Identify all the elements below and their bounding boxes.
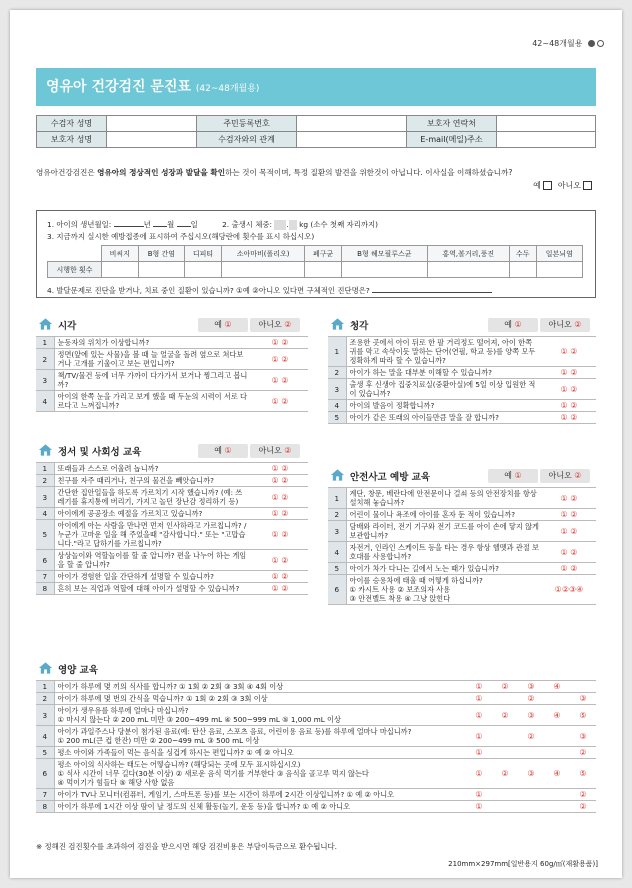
vaccine-count-cell[interactable] bbox=[427, 262, 509, 278]
yes-column-label: 예 ① bbox=[488, 318, 538, 332]
answer-choices[interactable]: ① ② bbox=[252, 349, 308, 370]
answer-choice[interactable]: ④ bbox=[544, 759, 570, 789]
question-text: 아이가 하루에 1시간 이상 땀이 날 정도의 신체 활동(놀기, 운동 등)을 합니까? ① 예 ② 아니오 bbox=[54, 801, 466, 813]
vaccine-header: 일본뇌염 bbox=[536, 246, 582, 262]
answer-choice[interactable]: ① bbox=[466, 801, 492, 813]
question-row bbox=[328, 367, 596, 379]
filled-dot-icon bbox=[588, 40, 595, 47]
question-text: 아이가 하루에 몇 번의 간식을 먹습니까? ① 1회 ② 2회 ③ 3회 이상 bbox=[54, 693, 466, 705]
house-icon bbox=[330, 468, 345, 482]
question-text: 담배와 라이터, 전기 기구와 전기 코드를 아이 손에 닿지 않게 보관합니까? bbox=[346, 521, 542, 542]
question-text: 상상놀이와 역할놀이를 할 줄 압니까? 편을 나누어 하는 게임을 할 줄 압니까? bbox=[54, 550, 252, 571]
history-box bbox=[36, 210, 596, 298]
answer-choices[interactable]: ① ② bbox=[252, 571, 308, 583]
answer-choices[interactable]: ① ② bbox=[252, 583, 308, 595]
question-text: 간단한 집안일들을 하도록 가르치기 시작 했습니까? (예: 쓰레기를 휴지통에 버리기, 가지고 놀던 장난감 정리하기 등) bbox=[54, 487, 252, 508]
question-number: 8 bbox=[36, 583, 54, 595]
answer-choices[interactable]: ① ② bbox=[542, 488, 596, 509]
no-mark: ② bbox=[574, 320, 582, 329]
question-row bbox=[328, 542, 596, 563]
question-text: 평소 아이의 식사하는 태도는 어떻습니까? (해당되는 곳에 모두 표시하십시오) ① 식사 시간이 너무 길다(30분 이상) ② 새로운 음식 먹기를 거부한다 ③ 음식을 골고루 먹지 않는다 ④ 먹이기가 힘들다 ⑤ 해당 사항 없음 bbox=[54, 759, 466, 789]
answer-choice[interactable]: ② bbox=[518, 726, 544, 747]
question-row bbox=[328, 412, 596, 424]
vaccine-count-cell[interactable] bbox=[509, 262, 536, 278]
vision-table bbox=[36, 336, 308, 412]
answer-choices[interactable]: ① ② bbox=[252, 475, 308, 487]
question-number: 4 bbox=[328, 400, 346, 412]
question-row bbox=[36, 370, 308, 391]
house-icon bbox=[38, 443, 53, 457]
answer-choice[interactable]: ① bbox=[466, 681, 492, 693]
question-row bbox=[328, 400, 596, 412]
house-icon bbox=[38, 317, 53, 331]
birth-weight-label: 2. 출생시 체중: bbox=[222, 220, 273, 229]
month-label: 월 bbox=[167, 220, 175, 229]
question-text: 아이가 생우유를 하루에 얼마나 마십니까? ① 마시지 않는다 ② 200 mL 미만 ③ 200~499 mL ④ 500~999 mL ⑤ 1,000 mL 이상 bbox=[54, 705, 466, 726]
safety-section bbox=[328, 465, 596, 605]
question-text: 친구를 자주 때리거나, 친구의 물건을 빼앗습니까? bbox=[54, 475, 252, 487]
question-row bbox=[36, 801, 596, 813]
yes-column-label: 예 ① bbox=[198, 444, 248, 458]
vaccine-count-cell[interactable] bbox=[341, 262, 427, 278]
question-number: 1 bbox=[36, 681, 54, 693]
answer-choice[interactable] bbox=[492, 747, 518, 759]
question-number: 7 bbox=[36, 571, 54, 583]
question-row bbox=[36, 705, 596, 726]
section-header bbox=[328, 314, 596, 336]
purpose-text-post: 하는 것이 목적이며, 특정 질환의 발견을 위한것이 아닙니다. 이사실을 이해하셨습니까? bbox=[225, 168, 513, 177]
yes-mark: ① bbox=[224, 446, 232, 455]
answer-choice[interactable] bbox=[492, 801, 518, 813]
vaccine-header: 소아마비(폴리오) bbox=[221, 246, 305, 262]
vaccine-header: B형 간염 bbox=[138, 246, 185, 262]
answer-choice[interactable]: ② bbox=[492, 759, 518, 789]
answer-empty bbox=[570, 681, 596, 693]
birthdate-label: 1. 아이의 생년월일: bbox=[47, 220, 112, 229]
question-number: 4 bbox=[36, 508, 54, 520]
purpose-text-pre: 영유아건강검진은 bbox=[36, 168, 98, 177]
section-header bbox=[36, 440, 308, 462]
info-table bbox=[36, 115, 596, 148]
answer-choice[interactable]: ② bbox=[570, 789, 596, 801]
question-number: 3 bbox=[328, 379, 346, 400]
answer-choice[interactable] bbox=[544, 789, 570, 801]
question-row bbox=[328, 488, 596, 509]
birth-weight-line: 1. 아이의 생년월일: 년 월 일 2. 출생시 체중: . kg (소수 첫째 자리까지) bbox=[47, 220, 378, 229]
no-column-label: 아니오 ② bbox=[540, 318, 590, 332]
no-column-label: 아니오 ② bbox=[540, 469, 590, 483]
development-question bbox=[47, 285, 587, 296]
question-row bbox=[36, 487, 308, 508]
vaccine-row-label: 시행한 횟수 bbox=[48, 262, 102, 278]
answer-choice[interactable]: ② bbox=[570, 801, 596, 813]
question-number: 7 bbox=[36, 789, 54, 801]
question-row bbox=[36, 726, 596, 747]
question-row bbox=[328, 337, 596, 367]
kg-label: kg (소수 첫째 자리까지) bbox=[299, 220, 378, 229]
question-number: 5 bbox=[328, 563, 346, 575]
vaccine-count-cell[interactable] bbox=[305, 262, 342, 278]
vaccine-count-cell[interactable] bbox=[185, 262, 222, 278]
page-title: 영유아 건강검진 문진표 bbox=[46, 79, 191, 95]
vaccine-table bbox=[47, 245, 583, 278]
answer-choice[interactable] bbox=[492, 726, 518, 747]
answer-choice[interactable] bbox=[544, 726, 570, 747]
question-text: 아이가 하루에 몇 끼의 식사를 합니까? ① 1회 ② 2회 ③ 3회 ④ 4회 이상 bbox=[54, 681, 466, 693]
question-text: 아이를 승용차에 태울 때 어떻게 하십니까? ① 카시트 사용 ② 보조의자 사용 ③ 안전벨트 착용 ④ 그냥 앉힌다 bbox=[346, 575, 542, 605]
yes-checkbox[interactable] bbox=[543, 181, 552, 190]
answer-choice[interactable]: ③ bbox=[570, 693, 596, 705]
answer-choice[interactable]: ⑤ bbox=[570, 705, 596, 726]
answer-choice[interactable]: ① bbox=[466, 789, 492, 801]
question-row bbox=[36, 475, 308, 487]
question-row bbox=[328, 575, 596, 605]
answer-choices[interactable]: ① ② bbox=[252, 370, 308, 391]
purpose-text-bold: 영유아의 정상적인 성장과 발달을 확인 bbox=[97, 168, 226, 177]
section-header bbox=[36, 314, 308, 336]
question-text: 아이의 한쪽 눈을 가리고 보게 했을 때 두눈의 시력이 서로 다르다고 느껴집니까? bbox=[54, 391, 252, 412]
house-icon bbox=[38, 661, 53, 675]
question-number: 1 bbox=[328, 488, 346, 509]
answer-choice[interactable]: ③ bbox=[518, 759, 544, 789]
answer-choices[interactable]: ① ② bbox=[542, 542, 596, 563]
answer-choice[interactable] bbox=[518, 789, 544, 801]
vaccine-count-cell[interactable] bbox=[138, 262, 185, 278]
title-banner bbox=[36, 68, 596, 106]
answer-choices[interactable]: ① ② bbox=[542, 379, 596, 400]
question-number: 2 bbox=[36, 693, 54, 705]
question-row bbox=[36, 520, 308, 550]
age-tag-text: 42~48개월용 bbox=[532, 39, 583, 48]
vaccine-count-cell[interactable] bbox=[102, 262, 139, 278]
age-tag bbox=[532, 38, 604, 49]
question-row bbox=[36, 463, 308, 475]
no-label: 아니오 bbox=[557, 181, 581, 190]
question-row bbox=[36, 747, 596, 759]
question-text: 아이가 TV나 모니터(컴퓨터, 게임기, 스마트폰 등)를 보는 시간이 하루에 2시간 이상입니까? ① 예 ② 아니오 bbox=[54, 789, 466, 801]
question-row bbox=[36, 583, 308, 595]
question-number: 2 bbox=[328, 367, 346, 379]
no-checkbox[interactable] bbox=[583, 181, 592, 190]
question-row bbox=[328, 379, 596, 400]
question-text: 정면(앞에 있는 사물)을 볼 때 늘 얼굴을 돌려 옆으로 쳐다보거나 고개를 기울이고 보는 편입니까? bbox=[54, 349, 252, 370]
no-mark: ② bbox=[284, 446, 292, 455]
question-number: 5 bbox=[36, 747, 54, 759]
yes-column-label: 예 ① bbox=[488, 469, 538, 483]
answer-choice[interactable]: ④ bbox=[544, 705, 570, 726]
questionnaire-page bbox=[10, 10, 622, 878]
answer-choice[interactable]: ③ bbox=[518, 705, 544, 726]
question-row bbox=[36, 759, 596, 789]
question-number: 3 bbox=[36, 487, 54, 508]
question-row bbox=[36, 681, 596, 693]
yes-column-label: 예 ① bbox=[198, 318, 248, 332]
question-row bbox=[328, 521, 596, 542]
answer-choice[interactable] bbox=[518, 801, 544, 813]
label-relationship: 수검자와의 관계 bbox=[197, 132, 297, 148]
page-subtitle: (42~48개월용) bbox=[195, 84, 260, 94]
question-text: 아이의 발음이 정확합니까? bbox=[346, 400, 542, 412]
relationship-field[interactable] bbox=[297, 132, 407, 148]
safety-table bbox=[328, 487, 596, 605]
answer-choices[interactable]: ① ② bbox=[252, 550, 308, 571]
section-title: 시각 bbox=[58, 321, 77, 332]
answer-choices[interactable]: ① ② bbox=[252, 463, 308, 475]
emotion-table bbox=[36, 462, 308, 595]
answer-choice[interactable]: ② bbox=[492, 681, 518, 693]
vaccine-header: 비씨지 bbox=[102, 246, 139, 262]
question-number: 2 bbox=[36, 349, 54, 370]
question-number: 6 bbox=[36, 759, 54, 789]
label-resident-number: 주민등록번호 bbox=[197, 116, 297, 132]
question-number: 5 bbox=[328, 412, 346, 424]
guardian-name-field[interactable] bbox=[107, 132, 197, 148]
answer-choice[interactable]: ② bbox=[492, 705, 518, 726]
question-number: 4 bbox=[36, 391, 54, 412]
section-title: 청각 bbox=[350, 321, 369, 332]
question-text: 자전거, 인라인 스케이트 등을 타는 경우 항상 헬멧과 관절 보호대를 사용합니까? bbox=[346, 542, 542, 563]
hearing-section bbox=[328, 314, 596, 424]
answer-choice[interactable]: ③ bbox=[570, 726, 596, 747]
answer-choices[interactable]: ① ② bbox=[252, 391, 308, 412]
question-number: 1 bbox=[328, 337, 346, 367]
section-title: 안전사고 예방 교육 bbox=[350, 472, 431, 483]
question-number: 3 bbox=[36, 370, 54, 391]
vaccine-header: B형 헤모필루스균 bbox=[341, 246, 427, 262]
yes-mark: ① bbox=[514, 471, 522, 480]
purpose-answer bbox=[533, 180, 598, 191]
question-number: 1 bbox=[36, 337, 54, 349]
answer-choices[interactable]: ① ② bbox=[252, 487, 308, 508]
label-email: E-mail(메일)주소 bbox=[407, 132, 497, 148]
answer-choice[interactable] bbox=[544, 693, 570, 705]
question-number: 1 bbox=[36, 463, 54, 475]
label-guardian-contact: 보호자 연락처 bbox=[407, 116, 497, 132]
hearing-table bbox=[328, 336, 596, 424]
answer-choice[interactable]: ② bbox=[570, 747, 596, 759]
answer-choices[interactable]: ① ② bbox=[542, 521, 596, 542]
question-number: 3 bbox=[36, 705, 54, 726]
answer-choice[interactable]: ① bbox=[466, 705, 492, 726]
question-row bbox=[36, 550, 308, 571]
no-column-label: 아니오 ② bbox=[250, 318, 300, 332]
question-text: 아이가 경험한 일을 간단하게 설명할 수 있습니까? bbox=[54, 571, 252, 583]
question-row bbox=[36, 508, 308, 520]
question-row bbox=[36, 789, 596, 801]
question-number: 2 bbox=[328, 509, 346, 521]
answer-choice[interactable]: ① bbox=[466, 693, 492, 705]
question-text: 눈동자의 위치가 이상합니까? bbox=[54, 337, 252, 349]
answer-choices[interactable]: ① ② bbox=[542, 337, 596, 367]
section-header bbox=[328, 465, 596, 487]
development-question-text: 4. 발달문제로 진단을 받거나, 치료 중인 질환이 있습니까? ①예 ②아니오 있다면 구체적인 진단명은? bbox=[47, 286, 370, 295]
no-mark: ② bbox=[284, 320, 292, 329]
label-guardian-name: 보호자 성명 bbox=[37, 132, 107, 148]
no-mark: ② bbox=[574, 471, 582, 480]
question-row bbox=[328, 563, 596, 575]
vaccine-header: 디피티 bbox=[185, 246, 222, 262]
question-text: 출생 후 신생아 집중치료실(중환아실)에 5일 이상 입원한 적이 있습니까? bbox=[346, 379, 542, 400]
question-number: 4 bbox=[328, 542, 346, 563]
section-title: 영양 교육 bbox=[58, 665, 99, 676]
answer-choices[interactable]: ① ② bbox=[542, 367, 596, 379]
yes-mark: ① bbox=[514, 320, 522, 329]
question-row bbox=[36, 391, 308, 412]
purpose-statement bbox=[36, 167, 596, 178]
answer-choices[interactable]: ① ② bbox=[542, 563, 596, 575]
question-number: 8 bbox=[36, 801, 54, 813]
answer-choice[interactable]: ④ bbox=[544, 681, 570, 693]
answer-choice[interactable]: ② bbox=[518, 693, 544, 705]
vaccine-header: 폐구균 bbox=[305, 246, 342, 262]
email-field[interactable] bbox=[497, 132, 596, 148]
question-text: 또래들과 스스로 어울려 놉니까? bbox=[54, 463, 252, 475]
answer-choice[interactable] bbox=[518, 747, 544, 759]
vaccine-count-cell[interactable] bbox=[536, 262, 582, 278]
vaccine-header: 수두 bbox=[509, 246, 536, 262]
answer-choice[interactable]: ① bbox=[466, 759, 492, 789]
answer-choice[interactable]: ⑤ bbox=[570, 759, 596, 789]
day-label: 일 bbox=[190, 220, 198, 229]
question-number: 3 bbox=[328, 521, 346, 542]
question-text: 아이가 하는 말을 대부분 이해할 수 있습니까? bbox=[346, 367, 542, 379]
empty-dot-icon bbox=[597, 40, 604, 47]
yes-label: 예 bbox=[533, 181, 541, 190]
answer-choice[interactable] bbox=[492, 789, 518, 801]
year-label: 년 bbox=[143, 220, 151, 229]
question-text: 아이에게 아는 사람을 만나면 먼저 인사하라고 가르칩니까? / 누군가 고마운 일을 해 주었을때 "감사합니다." 또는 "고맙습니다."라고 답하기를 가르칩니까? bbox=[54, 520, 252, 550]
answer-choices[interactable]: ① ② bbox=[542, 412, 596, 424]
vaccine-count-cell[interactable] bbox=[221, 262, 305, 278]
yes-mark: ① bbox=[224, 320, 232, 329]
question-text: 아이가 차가 다니는 길에서 노는 때가 있습니까? bbox=[346, 563, 542, 575]
footnote: ※ 정해진 검진횟수를 초과하여 검진을 받으시면 해당 검진비용은 부담이득금으로 환수됩니다. bbox=[36, 842, 337, 851]
vision-section bbox=[36, 314, 308, 412]
answer-choice[interactable] bbox=[492, 693, 518, 705]
answer-choices[interactable]: ① ② bbox=[252, 337, 308, 349]
answer-choice[interactable]: ③ bbox=[518, 681, 544, 693]
question-row bbox=[36, 337, 308, 349]
answer-choices[interactable]: ① ② bbox=[252, 520, 308, 550]
house-icon bbox=[330, 317, 345, 331]
answer-choices[interactable]: ① ② bbox=[542, 509, 596, 521]
question-text: 평소 아이와 가족들이 먹는 음식을 싱겁게 하시는 편입니까? ① 예 ② 아니오 bbox=[54, 747, 466, 759]
examinee-name-field[interactable] bbox=[107, 116, 197, 132]
nutrition-section bbox=[36, 658, 596, 813]
answer-choices[interactable]: ① ② bbox=[252, 508, 308, 520]
question-text: 책/TV/물건 등에 너무 가까이 다가가서 보거나 찡그리고 봅니까? bbox=[54, 370, 252, 391]
question-text: 아이가 같은 또래의 아이들만큼 말을 잘 합니까? bbox=[346, 412, 542, 424]
question-number: 4 bbox=[36, 726, 54, 747]
question-number: 2 bbox=[36, 475, 54, 487]
question-text: 아이가 과일주스나 당분이 첨가된 음료(예: 탄산 음료, 스포츠 음료, 어린이용 음료 등)를 하루에 얼마나 마십니까? ① 200 mL(큰 컵 한잔) 미만 ② 200~499 mL ③ 500 mL 이상 bbox=[54, 726, 466, 747]
nutrition-table bbox=[36, 680, 596, 813]
vaccine-header: 홍역,볼거리,풍진 bbox=[427, 246, 509, 262]
question-number: 6 bbox=[328, 575, 346, 605]
question-text: 아이에게 공공장소 예절을 가르치고 있습니까? bbox=[54, 508, 252, 520]
question-text: 계단, 창문, 베란다에 안전문이나 걸쇠 등의 안전장치를 항상 설치해 놓습니까? bbox=[346, 488, 542, 509]
question-row bbox=[36, 571, 308, 583]
answer-choice[interactable] bbox=[544, 747, 570, 759]
answer-choice[interactable] bbox=[544, 801, 570, 813]
question-row bbox=[36, 693, 596, 705]
resident-number-field[interactable] bbox=[297, 116, 407, 132]
answer-choice[interactable]: ① bbox=[466, 726, 492, 747]
no-column-label: 아니오 ② bbox=[250, 444, 300, 458]
paper-size: 210mm×297mm[일반용지 60g/㎡(재활용품)] bbox=[448, 860, 598, 868]
guardian-contact-field[interactable] bbox=[497, 116, 596, 132]
question-text: 조용한 곳에서 아이 뒤로 한 팔 거리정도 떨어져, 아이 한쪽 귀를 막고 속삭이듯 말하는 단어(연필, 학교 등)를 양쪽 모두 정확하게 따라 할 수 있습니까? bbox=[346, 337, 542, 367]
vaccine-instruction: 3. 지금까지 실시한 예방접종에 표시하여 주십시오(해당란에 횟수를 표시 하십시오) bbox=[47, 232, 315, 241]
question-row bbox=[36, 349, 308, 370]
question-text: 흔히 보는 직업과 역할에 대해 아이가 설명할 수 있습니까? bbox=[54, 583, 252, 595]
answer-choice[interactable]: ① bbox=[466, 747, 492, 759]
emotion-section bbox=[36, 440, 308, 595]
label-examinee-name: 수검자 성명 bbox=[37, 116, 107, 132]
question-text: 어린이 물이나 욕조에 아이를 혼자 둔 적이 있습니까? bbox=[346, 509, 542, 521]
question-number: 5 bbox=[36, 520, 54, 550]
section-title: 정서 및 사회성 교육 bbox=[58, 447, 142, 458]
answer-choices[interactable]: ①②③④ bbox=[542, 575, 596, 605]
question-number: 6 bbox=[36, 550, 54, 571]
question-row bbox=[328, 509, 596, 521]
answer-choices[interactable]: ① ② bbox=[542, 400, 596, 412]
section-header bbox=[36, 658, 596, 680]
